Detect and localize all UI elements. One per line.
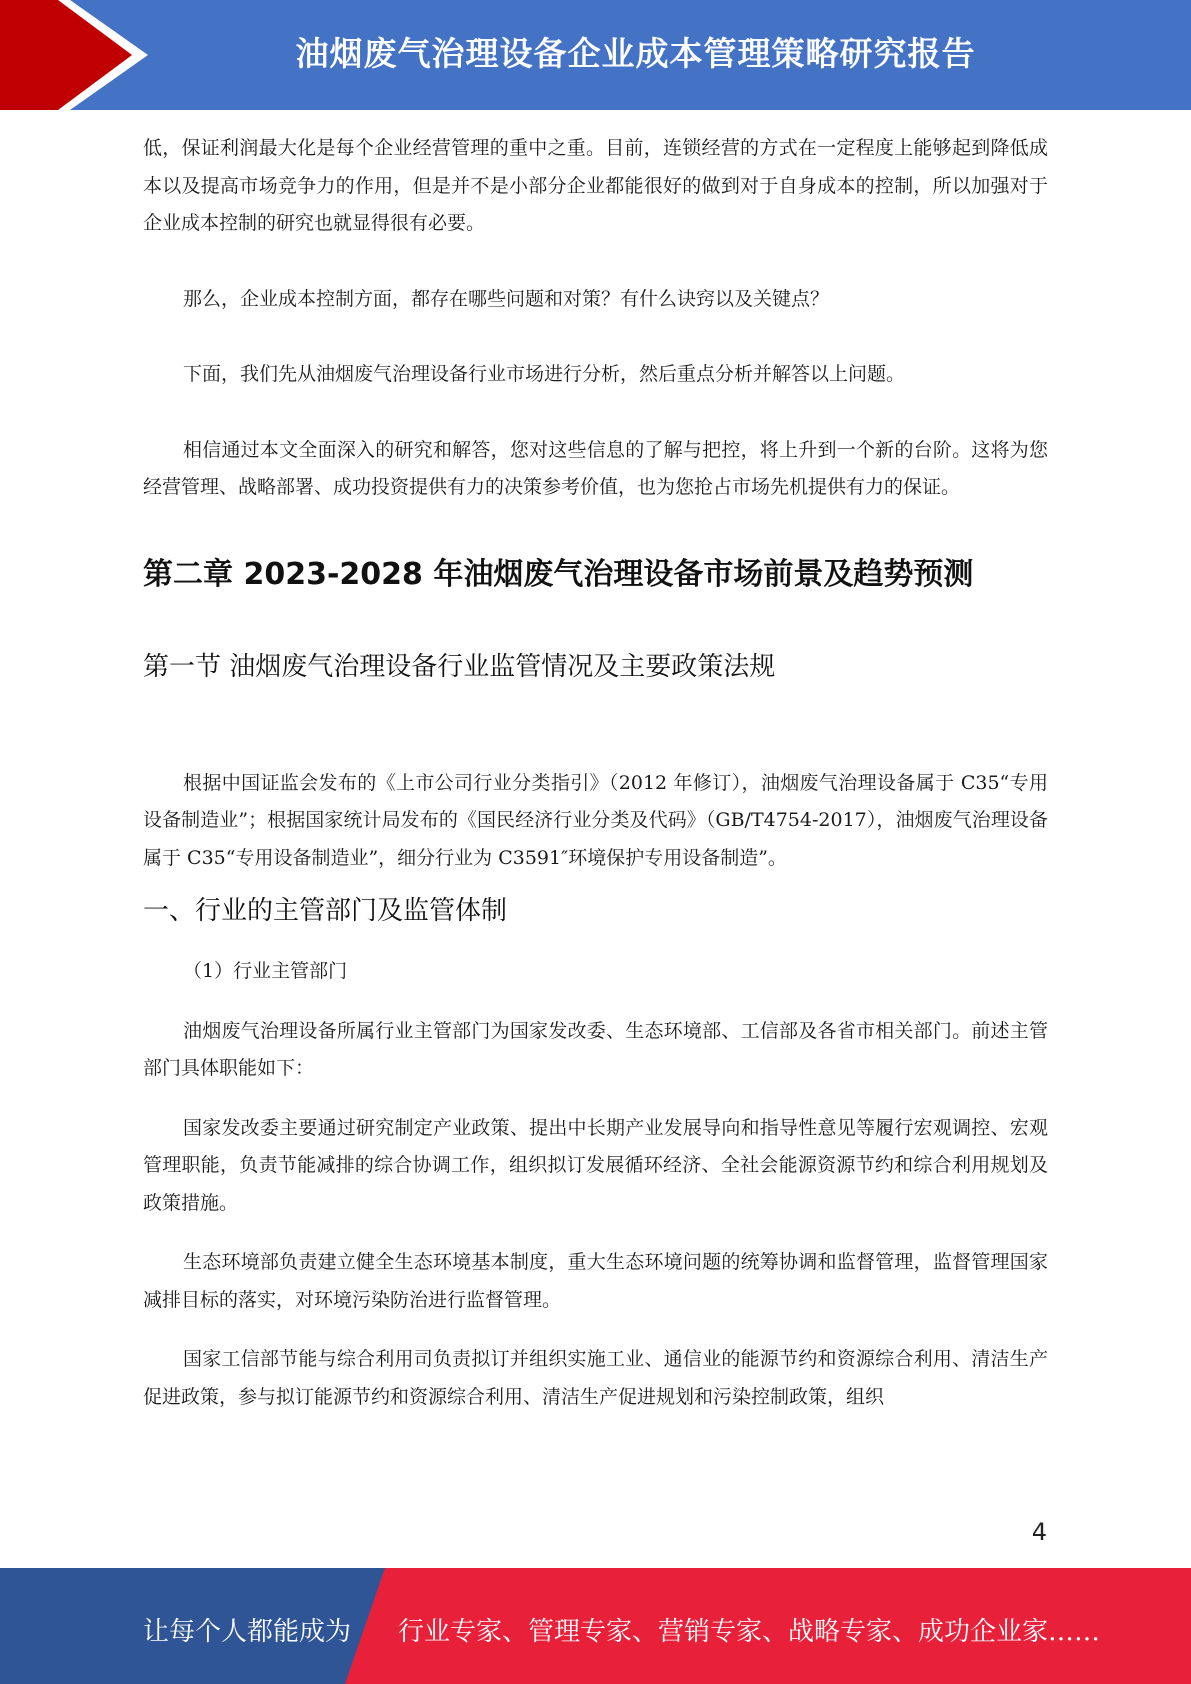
subsection-heading: 一、行业的主管部门及监管体制 (143, 896, 508, 926)
section-heading: 第一节 油烟废气治理设备行业监管情况及主要政策法规 (143, 651, 776, 682)
paragraph-questions: 那么，企业成本控制方面，都存在哪些问题和对策？有什么诀窍以及关键点？ (183, 287, 830, 310)
paragraph-mee: 生态环境部负责建立健全生态环境基本制度，重大生态环境问题的统筹协调和监督管理，监督管理国家减排目标的落实，对环境污染防治进行监督管理。 (143, 1251, 1048, 1311)
page-footer (0, 1568, 1191, 1684)
page-header (0, 0, 1191, 110)
page-number: 4 (1031, 1518, 1047, 1546)
paragraph-outline: 下面，我们先从油烟废气治理设备行业市场进行分析，然后重点分析并解答以上问题。 (183, 363, 906, 385)
paragraph-miit: 国家工信部节能与综合利用司负责拟订并组织实施工业、通信业的能源节约和资源综合利用、清洁生产促进政策，参与拟订能源节约和资源综合利用、清洁生产促进规划和污染控制政策，组织 (143, 1348, 1048, 1408)
footer-slogan-right: 行业专家、管理专家、营销专家、战略专家、成功企业家…… (398, 1617, 1101, 1647)
paragraph-intro-continued: 低，保证利润最大化是每个企业经营管理的重中之重。目前，连锁经营的方式在一定程度上能够起到降低成本以及提高市场竞争力的作用，但是并不是小部分企业都能很好的做到对于自身成本的控制，所以加强对于企业成本控制的研究也就显得很有必要。 (143, 137, 1048, 234)
page-content (143, 130, 1048, 1416)
paragraph-value: 相信通过本文全面深入的研究和解答，您对这些信息的了解与把控，将上升到一个新的台阶。这将为您经营管理、战略部署、成功投资提供有力的决策参考价值，也为您抢占市场先机提供有力的保证。 (143, 438, 1048, 498)
report-title: 油烟废气治理设备企业成本管理策略研究报告 (295, 34, 976, 73)
paragraph-authorities: 油烟废气治理设备所属行业主管部门为国家发改委、生态环境部、工信部及各省市相关部门。前述主管部门具体职能如下： (143, 1019, 1048, 1079)
paragraph-authority-label: （1）行业主管部门 (183, 960, 348, 982)
chapter-heading: 第二章 2023-2028 年油烟废气治理设备市场前景及趋势预测 (143, 556, 974, 592)
footer-slogan-left: 让每个人都能成为 (143, 1617, 352, 1647)
paragraph-ndrc: 国家发改委主要通过研究制定产业政策、提出中长期产业发展导向和指导性意见等履行宏观调控、宏观管理职能，负责节能减排的综合协调工作，组织拟订发展循环经济、全社会能源资源节约和综合利用规划及政策措施。 (143, 1116, 1048, 1214)
paragraph-classification: 根据中国证监会发布的《上市公司行业分类指引》（2012 年修订），油烟废气治理设备属于 C35“专用设备制造业”；根据国家统计局发布的《国民经济行业分类及代码》（GB/T4754-2017），油烟废气治理设备属于 C35“专用设备制造业”，细分行业为 C3591″环境保护专用设备制造”。 (143, 771, 1048, 869)
